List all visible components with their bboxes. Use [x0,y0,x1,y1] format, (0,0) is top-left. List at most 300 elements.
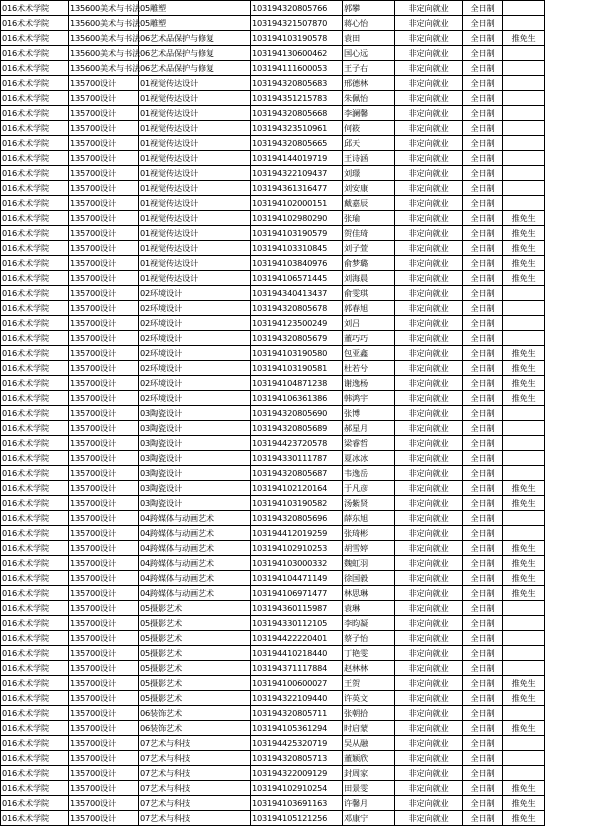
cell-name: 徐国毅 [343,571,395,586]
cell-college: 016术术学院 [1,256,69,271]
cell-enroll-type: 非定向就业 [395,526,463,541]
cell-name: 韩鸿宇 [343,391,395,406]
cell-name: 夏冰冰 [343,451,395,466]
cell-direction: 01视觉传达设计 [139,241,251,256]
cell-direction: 07艺术与科技 [139,811,251,826]
cell-study-mode: 全日制 [463,751,503,766]
cell-college: 016术术学院 [1,61,69,76]
cell-study-mode: 全日制 [463,481,503,496]
cell-direction: 04跨媒体与动画艺术 [139,571,251,586]
cell-name: 韦逸岳 [343,466,395,481]
table-row [1,121,605,136]
cell-exam-id: 103194104871238 [251,376,343,391]
cell-enroll-type: 非定向就业 [395,421,463,436]
table-row [1,616,605,631]
cell-direction: 01视觉传达设计 [139,211,251,226]
cell-college: 016术术学院 [1,766,69,781]
cell-major-code: 135700设计 [69,556,139,571]
cell-study-mode: 全日制 [463,1,503,16]
cell-college: 016术术学院 [1,706,69,721]
cell-major-code: 135700设计 [69,811,139,826]
table-row [1,751,605,766]
cell-study-mode: 全日制 [463,286,503,301]
cell-college: 016术术学院 [1,211,69,226]
cell-study-mode: 全日制 [463,151,503,166]
cell-name: 朱佩怡 [343,91,395,106]
table-row [1,646,605,661]
cell-study-mode: 全日制 [463,721,503,736]
cell-name: 封周家 [343,766,395,781]
cell-direction: 02环境设计 [139,316,251,331]
cell-major-code: 135700设计 [69,91,139,106]
cell-note [503,16,545,31]
table-body [1,1,605,826]
cell-name: 张琦彬 [343,526,395,541]
cell-college: 016术术学院 [1,466,69,481]
cell-major-code: 135700设计 [69,481,139,496]
cell-major-code: 135700设计 [69,511,139,526]
cell-study-mode: 全日制 [463,271,503,286]
cell-note [503,436,545,451]
cell-exam-id: 103194330112105 [251,616,343,631]
cell-major-code: 135600美术与书法 [69,61,139,76]
cell-name: 刘吕 [343,316,395,331]
cell-direction: 05摄影艺术 [139,601,251,616]
cell-direction: 03陶瓷设计 [139,406,251,421]
cell-name: 董巧巧 [343,331,395,346]
cell-note [503,76,545,91]
cell-enroll-type: 非定向就业 [395,166,463,181]
cell-name: 薛东旭 [343,511,395,526]
cell-exam-id: 103194102120164 [251,481,343,496]
cell-college: 016术术学院 [1,91,69,106]
cell-direction: 06装饰艺术 [139,706,251,721]
table-row [1,766,605,781]
cell-study-mode: 全日制 [463,526,503,541]
cell-college: 016术术学院 [1,676,69,691]
cell-note: 推免生 [503,391,545,406]
cell-enroll-type: 非定向就业 [395,631,463,646]
cell-exam-id: 103194102980290 [251,211,343,226]
cell-study-mode: 全日制 [463,211,503,226]
cell-note [503,1,545,16]
table-row [1,631,605,646]
cell-direction: 02环境设计 [139,301,251,316]
cell-note [503,181,545,196]
cell-study-mode: 全日制 [463,346,503,361]
table-row [1,106,605,121]
cell-note [503,166,545,181]
cell-study-mode: 全日制 [463,91,503,106]
cell-note: 推免生 [503,541,545,556]
cell-note [503,151,545,166]
cell-major-code: 135700设计 [69,316,139,331]
cell-enroll-type: 非定向就业 [395,136,463,151]
cell-name: 张朝拾 [343,706,395,721]
cell-direction: 01视觉传达设计 [139,181,251,196]
table-row [1,736,605,751]
cell-major-code: 135700设计 [69,676,139,691]
cell-major-code: 135700设计 [69,121,139,136]
cell-exam-id: 103194320805679 [251,331,343,346]
cell-major-code: 135700设计 [69,271,139,286]
cell-major-code: 135700设计 [69,166,139,181]
table-row [1,361,605,376]
cell-major-code: 135700设计 [69,136,139,151]
cell-enroll-type: 非定向就业 [395,721,463,736]
cell-study-mode: 全日制 [463,676,503,691]
cell-major-code: 135700设计 [69,541,139,556]
cell-exam-id: 103194410218440 [251,646,343,661]
table-row [1,61,605,76]
cell-note [503,196,545,211]
cell-exam-id: 103194340413437 [251,286,343,301]
cell-college: 016术术学院 [1,556,69,571]
cell-college: 016术术学院 [1,481,69,496]
cell-name: 李澜馨 [343,106,395,121]
table-row [1,46,605,61]
cell-enroll-type: 非定向就业 [395,601,463,616]
cell-note [503,526,545,541]
cell-college: 016术术学院 [1,511,69,526]
cell-exam-id: 103194105121256 [251,811,343,826]
cell-exam-id: 103194105361294 [251,721,343,736]
cell-name: 戴嘉辰 [343,196,395,211]
cell-major-code: 135700设计 [69,496,139,511]
table-row [1,376,605,391]
cell-major-code: 135700设计 [69,406,139,421]
cell-enroll-type: 非定向就业 [395,736,463,751]
cell-college: 016术术学院 [1,46,69,61]
cell-study-mode: 全日制 [463,391,503,406]
cell-exam-id: 103194123500249 [251,316,343,331]
cell-study-mode: 全日制 [463,121,503,136]
cell-name: 胡雪婷 [343,541,395,556]
cell-name: 刘海晨 [343,271,395,286]
cell-note: 推免生 [503,571,545,586]
cell-name: 张博 [343,406,395,421]
cell-direction: 06艺术品保护与修复 [139,61,251,76]
cell-study-mode: 全日制 [463,181,503,196]
cell-exam-id: 103194103190579 [251,226,343,241]
cell-direction: 07艺术与科技 [139,796,251,811]
cell-major-code: 135600美术与书法 [69,16,139,31]
cell-direction: 03陶瓷设计 [139,436,251,451]
cell-exam-id: 103194351215783 [251,91,343,106]
table-row [1,676,605,691]
cell-study-mode: 全日制 [463,616,503,631]
cell-college: 016术术学院 [1,571,69,586]
table-row [1,256,605,271]
cell-name: 田景雯 [343,781,395,796]
cell-college: 016术术学院 [1,241,69,256]
cell-college: 016术术学院 [1,631,69,646]
cell-college: 016术术学院 [1,541,69,556]
cell-name: 邓康宁 [343,811,395,826]
cell-college: 016术术学院 [1,661,69,676]
cell-name: 吴从融 [343,736,395,751]
cell-enroll-type: 非定向就业 [395,16,463,31]
cell-note: 推免生 [503,211,545,226]
cell-note: 推免生 [503,241,545,256]
cell-college: 016术术学院 [1,106,69,121]
cell-name: 袁琳 [343,601,395,616]
cell-study-mode: 全日制 [463,331,503,346]
cell-exam-id: 103194103190578 [251,31,343,46]
cell-exam-id: 103194100600027 [251,676,343,691]
cell-exam-id: 103194106361386 [251,391,343,406]
cell-name: 包亚鑫 [343,346,395,361]
cell-major-code: 135700设计 [69,361,139,376]
cell-note [503,466,545,481]
cell-note [503,511,545,526]
cell-college: 016术术学院 [1,526,69,541]
cell-note [503,616,545,631]
cell-name: 郭攀 [343,1,395,16]
table-row [1,316,605,331]
table-row [1,136,605,151]
cell-major-code: 135700设计 [69,646,139,661]
cell-note [503,766,545,781]
cell-note [503,46,545,61]
cell-exam-id: 103194322109437 [251,166,343,181]
cell-enroll-type: 非定向就业 [395,1,463,16]
cell-note: 推免生 [503,556,545,571]
cell-college: 016术术学院 [1,436,69,451]
cell-exam-id: 103194320805766 [251,1,343,16]
cell-direction: 02环境设计 [139,376,251,391]
cell-study-mode: 全日制 [463,166,503,181]
cell-enroll-type: 非定向就业 [395,406,463,421]
cell-enroll-type: 非定向就业 [395,121,463,136]
cell-note: 推免生 [503,346,545,361]
cell-exam-id: 103194320805687 [251,466,343,481]
cell-direction: 04跨媒体与动画艺术 [139,511,251,526]
cell-direction: 01视觉传达设计 [139,151,251,166]
cell-direction: 05摄影艺术 [139,691,251,706]
cell-note [503,646,545,661]
cell-study-mode: 全日制 [463,31,503,46]
cell-enroll-type: 非定向就业 [395,661,463,676]
cell-major-code: 135600美术与书法 [69,1,139,16]
cell-name: 俞雯琪 [343,286,395,301]
cell-college: 016术术学院 [1,136,69,151]
cell-exam-id: 103194320805711 [251,706,343,721]
cell-exam-id: 103194103840976 [251,256,343,271]
cell-exam-id: 103194320805668 [251,106,343,121]
cell-enroll-type: 非定向就业 [395,796,463,811]
cell-college: 016术术学院 [1,781,69,796]
cell-direction: 07艺术与科技 [139,781,251,796]
cell-name: 梁睿哲 [343,436,395,451]
cell-note: 推免生 [503,271,545,286]
cell-direction: 05摄影艺术 [139,616,251,631]
table-row [1,571,605,586]
cell-name: 张瑜 [343,211,395,226]
cell-name: 郭春旭 [343,301,395,316]
cell-enroll-type: 非定向就业 [395,451,463,466]
cell-college: 016术术学院 [1,226,69,241]
cell-name: 杜若兮 [343,361,395,376]
cell-college: 016术术学院 [1,586,69,601]
cell-enroll-type: 非定向就业 [395,751,463,766]
cell-enroll-type: 非定向就业 [395,46,463,61]
cell-name: 魏虹羽 [343,556,395,571]
table-row [1,481,605,496]
cell-note: 推免生 [503,676,545,691]
cell-enroll-type: 非定向就业 [395,766,463,781]
cell-study-mode: 全日制 [463,811,503,826]
cell-major-code: 135700设计 [69,106,139,121]
table-row [1,241,605,256]
cell-enroll-type: 非定向就业 [395,61,463,76]
table-row [1,721,605,736]
cell-name: 俞梦璐 [343,256,395,271]
cell-name: 郝星月 [343,421,395,436]
table-row [1,781,605,796]
cell-exam-id: 103194102000151 [251,196,343,211]
cell-major-code: 135700设计 [69,736,139,751]
cell-study-mode: 全日制 [463,406,503,421]
cell-study-mode: 全日制 [463,436,503,451]
table-row [1,706,605,721]
cell-enroll-type: 非定向就业 [395,31,463,46]
cell-name: 蔡子怡 [343,631,395,646]
cell-major-code: 135700设计 [69,346,139,361]
cell-enroll-type: 非定向就业 [395,541,463,556]
cell-enroll-type: 非定向就业 [395,196,463,211]
cell-name: 李昀凝 [343,616,395,631]
cell-enroll-type: 非定向就业 [395,256,463,271]
cell-direction: 01视觉传达设计 [139,196,251,211]
cell-exam-id: 103194320805689 [251,421,343,436]
cell-major-code: 135700设计 [69,241,139,256]
cell-college: 016术术学院 [1,271,69,286]
table-row [1,91,605,106]
cell-major-code: 135700设计 [69,691,139,706]
cell-name: 邱天 [343,136,395,151]
table-row [1,421,605,436]
cell-direction: 03陶瓷设计 [139,451,251,466]
cell-college: 016术术学院 [1,736,69,751]
cell-note [503,61,545,76]
cell-study-mode: 全日制 [463,511,503,526]
cell-study-mode: 全日制 [463,646,503,661]
cell-enroll-type: 非定向就业 [395,271,463,286]
table-row [1,286,605,301]
cell-note [503,406,545,421]
cell-direction: 06艺术品保护与修复 [139,31,251,46]
table-row [1,301,605,316]
cell-exam-id: 103194102910254 [251,781,343,796]
cell-enroll-type: 非定向就业 [395,76,463,91]
cell-direction: 05雕塑 [139,16,251,31]
cell-direction: 02环境设计 [139,391,251,406]
cell-direction: 05摄影艺术 [139,661,251,676]
cell-direction: 04跨媒体与动画艺术 [139,556,251,571]
cell-note [503,286,545,301]
table-row [1,691,605,706]
cell-note [503,751,545,766]
cell-enroll-type: 非定向就业 [395,496,463,511]
table-row [1,496,605,511]
cell-note: 推免生 [503,586,545,601]
cell-study-mode: 全日制 [463,601,503,616]
table-row [1,406,605,421]
cell-college: 016术术学院 [1,616,69,631]
cell-major-code: 135700设计 [69,421,139,436]
cell-exam-id: 103194111600053 [251,61,343,76]
cell-college: 016术术学院 [1,166,69,181]
cell-study-mode: 全日制 [463,61,503,76]
cell-study-mode: 全日制 [463,16,503,31]
cell-college: 016术术学院 [1,721,69,736]
cell-exam-id: 103194103310845 [251,241,343,256]
table-row [1,331,605,346]
cell-enroll-type: 非定向就业 [395,211,463,226]
cell-college: 016术术学院 [1,451,69,466]
cell-exam-id: 103194323510961 [251,121,343,136]
cell-major-code: 135700设计 [69,436,139,451]
cell-note [503,451,545,466]
cell-college: 016术术学院 [1,331,69,346]
cell-note: 推免生 [503,361,545,376]
cell-exam-id: 103194104471149 [251,571,343,586]
table-row [1,346,605,361]
cell-study-mode: 全日制 [463,736,503,751]
cell-direction: 02环境设计 [139,331,251,346]
table-row [1,556,605,571]
cell-name: 王子右 [343,61,395,76]
cell-exam-id: 103194371117884 [251,661,343,676]
cell-major-code: 135700设计 [69,391,139,406]
cell-study-mode: 全日制 [463,586,503,601]
cell-college: 016术术学院 [1,151,69,166]
cell-study-mode: 全日制 [463,496,503,511]
cell-exam-id: 103194360115987 [251,601,343,616]
cell-name: 许馨月 [343,796,395,811]
cell-enroll-type: 非定向就业 [395,676,463,691]
cell-enroll-type: 非定向就业 [395,811,463,826]
cell-study-mode: 全日制 [463,466,503,481]
table-row [1,271,605,286]
cell-direction: 04跨媒体与动画艺术 [139,526,251,541]
cell-direction: 05摄影艺术 [139,631,251,646]
cell-direction: 05摄影艺术 [139,646,251,661]
table-row [1,196,605,211]
cell-major-code: 135700设计 [69,376,139,391]
cell-college: 016术术学院 [1,121,69,136]
cell-direction: 04跨媒体与动画艺术 [139,541,251,556]
cell-enroll-type: 非定向就业 [395,556,463,571]
cell-major-code: 135700设计 [69,211,139,226]
cell-college: 016术术学院 [1,391,69,406]
cell-enroll-type: 非定向就业 [395,376,463,391]
cell-college: 016术术学院 [1,691,69,706]
cell-enroll-type: 非定向就业 [395,511,463,526]
table-row [1,541,605,556]
table-row [1,526,605,541]
cell-name: 王诗涵 [343,151,395,166]
cell-direction: 07艺术与科技 [139,751,251,766]
cell-study-mode: 全日制 [463,661,503,676]
cell-exam-id: 103194412019259 [251,526,343,541]
cell-major-code: 135700设计 [69,301,139,316]
cell-direction: 01视觉传达设计 [139,256,251,271]
cell-major-code: 135700设计 [69,721,139,736]
cell-exam-id: 103194320805665 [251,136,343,151]
table-row [1,451,605,466]
